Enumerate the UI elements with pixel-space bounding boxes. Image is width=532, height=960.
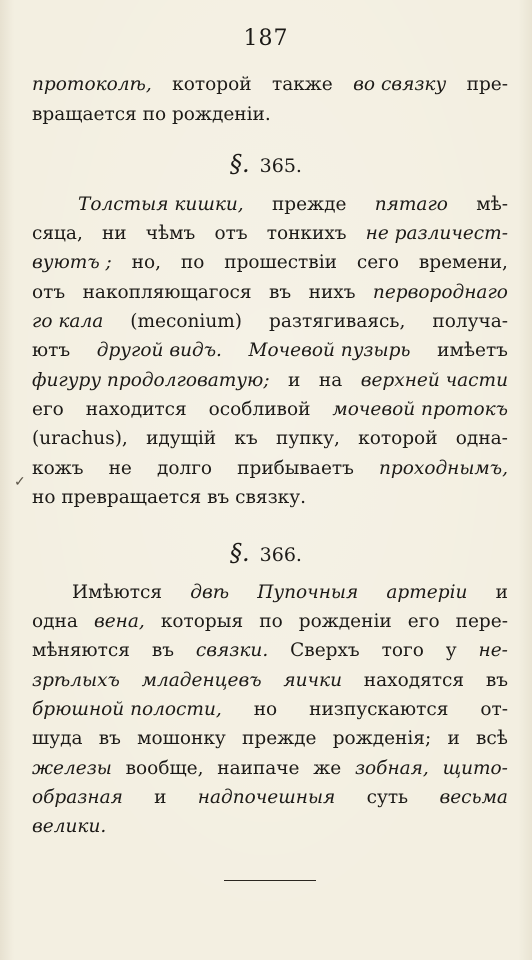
text-line bbox=[32, 613, 508, 632]
text-word: шуда bbox=[32, 728, 83, 749]
text-word: первороднаго bbox=[372, 282, 508, 303]
section-sign: §. bbox=[230, 539, 250, 567]
text-word: накопляющагося bbox=[82, 282, 252, 303]
text-line: но превращается въ связку. bbox=[32, 487, 307, 508]
text-word: и bbox=[447, 728, 460, 749]
text-word: низпускаются bbox=[309, 699, 449, 720]
text-line bbox=[32, 672, 508, 691]
text-word: пере- bbox=[455, 611, 508, 632]
text-word: по bbox=[180, 252, 205, 273]
text-line bbox=[32, 789, 508, 808]
text-word: прежде bbox=[271, 194, 347, 215]
text-word: щито- bbox=[442, 758, 508, 779]
text-word: суть bbox=[366, 787, 409, 808]
text-word: его bbox=[407, 611, 440, 632]
text-word: разтягиваясь, bbox=[269, 311, 406, 332]
text-word: верхней части bbox=[360, 370, 508, 391]
section-heading bbox=[0, 150, 532, 178]
text-word: мѣ- bbox=[476, 194, 508, 215]
text-word: которой bbox=[358, 428, 438, 449]
text-word: Сверхъ bbox=[290, 640, 360, 661]
text-word: двѣ bbox=[190, 582, 230, 603]
text-word: сего bbox=[356, 252, 399, 273]
text-word: его bbox=[32, 399, 64, 420]
text-word: всѣ bbox=[476, 728, 508, 749]
text-word: фигуру продолговатую; bbox=[32, 370, 270, 391]
text-word: не различест- bbox=[365, 223, 508, 244]
text-word: сяца, bbox=[32, 223, 83, 244]
text-word: (meconium) bbox=[130, 311, 242, 332]
text-word: также bbox=[271, 74, 333, 95]
text-word: Пупочныя bbox=[257, 582, 359, 603]
text-word: железы bbox=[32, 758, 112, 779]
text-word: находятся bbox=[363, 670, 465, 691]
section-number: 365. bbox=[259, 155, 302, 177]
text-word: мочевой протокъ bbox=[332, 399, 508, 420]
text-word: зобная, bbox=[354, 758, 429, 779]
text-word: кожъ bbox=[32, 458, 84, 479]
text-word: отъ bbox=[214, 223, 248, 244]
text-word: весьма bbox=[439, 787, 508, 808]
text-word: мошонку bbox=[137, 728, 226, 749]
text-line bbox=[32, 372, 508, 391]
text-word: вообще, bbox=[125, 758, 204, 779]
text-word: и bbox=[495, 582, 508, 603]
end-rule bbox=[224, 880, 316, 881]
text-line bbox=[32, 760, 508, 779]
text-word: но bbox=[253, 699, 278, 720]
text-line bbox=[32, 225, 508, 244]
text-word: имѣетъ bbox=[437, 340, 508, 361]
page-number: 187 bbox=[243, 26, 289, 51]
text-word: Мочевой пузырь bbox=[248, 340, 411, 361]
text-word: которой bbox=[172, 74, 252, 95]
text-word: находится bbox=[85, 399, 187, 420]
text-word: особливой bbox=[208, 399, 311, 420]
text-word: не bbox=[108, 458, 132, 479]
text-line bbox=[32, 701, 508, 720]
text-word: протоколѣ, bbox=[32, 74, 152, 95]
text-word: надпочешныя bbox=[197, 787, 336, 808]
text-word: рожденія; bbox=[332, 728, 432, 749]
text-word: прежде bbox=[242, 728, 317, 749]
text-word: къ bbox=[234, 428, 258, 449]
section-heading bbox=[0, 539, 532, 567]
text-word: получа- bbox=[432, 311, 508, 332]
text-word: по bbox=[259, 611, 283, 632]
text-word: и bbox=[154, 787, 167, 808]
text-word: идущій bbox=[146, 428, 217, 449]
text-word: того bbox=[381, 640, 424, 661]
text-word: пятаго bbox=[374, 194, 448, 215]
text-word: въ bbox=[269, 282, 292, 303]
text-word: проходнымъ, bbox=[378, 458, 508, 479]
text-word: отъ bbox=[32, 282, 66, 303]
text-word: вена, bbox=[93, 611, 145, 632]
section-number: 366. bbox=[259, 544, 302, 566]
text-word: но, bbox=[131, 252, 162, 273]
text-word: вуютъ ; bbox=[32, 252, 112, 273]
text-line bbox=[32, 460, 508, 479]
text-word: связки. bbox=[195, 640, 269, 661]
text-word: въ bbox=[98, 728, 121, 749]
text-line bbox=[32, 342, 508, 361]
text-word: долго bbox=[156, 458, 213, 479]
text-word: времени, bbox=[418, 252, 508, 273]
text-line bbox=[32, 401, 508, 420]
text-word: Имѣются bbox=[72, 582, 163, 603]
text-word: брюшной полости, bbox=[32, 699, 222, 720]
text-word: рожденіи bbox=[298, 611, 392, 632]
text-word: зрѣлыхъ bbox=[32, 670, 120, 691]
text-word: одна bbox=[32, 611, 78, 632]
text-word: ютъ bbox=[32, 340, 71, 361]
text-word: у bbox=[445, 640, 457, 661]
text-word: (urachus), bbox=[32, 428, 128, 449]
text-word: другой видъ. bbox=[96, 340, 222, 361]
text-line bbox=[32, 730, 508, 749]
text-word: не- bbox=[478, 640, 508, 661]
text-word: Толстыя кишки, bbox=[78, 194, 244, 215]
text-word: наипаче bbox=[217, 758, 300, 779]
text-word: во связку bbox=[353, 74, 447, 95]
text-word: младенцевъ bbox=[141, 670, 262, 691]
text-word: мѣняются bbox=[32, 640, 130, 661]
text-word: яички bbox=[283, 670, 343, 691]
text-word: прибываетъ bbox=[237, 458, 354, 479]
text-word: и bbox=[288, 370, 301, 391]
text-word: въ bbox=[485, 670, 508, 691]
text-line bbox=[32, 254, 508, 273]
text-word: го кала bbox=[32, 311, 104, 332]
text-word: образная bbox=[32, 787, 123, 808]
text-word: на bbox=[318, 370, 343, 391]
text-word: ни bbox=[101, 223, 127, 244]
text-line: велики. bbox=[32, 816, 107, 837]
text-line bbox=[78, 196, 508, 215]
margin-mark: ✓ bbox=[14, 474, 26, 490]
text-line bbox=[32, 313, 508, 332]
text-word: нихъ bbox=[308, 282, 356, 303]
text-word: прошествіи bbox=[224, 252, 337, 273]
section-sign: §. bbox=[230, 150, 250, 178]
text-word: которыя bbox=[160, 611, 244, 632]
text-line bbox=[32, 284, 508, 303]
text-line bbox=[32, 76, 508, 95]
text-line bbox=[72, 584, 508, 603]
text-word: пре- bbox=[466, 74, 508, 95]
text-word: одна- bbox=[455, 428, 508, 449]
text-word: артеріи bbox=[386, 582, 468, 603]
text-word: въ bbox=[151, 640, 175, 661]
text-word: тонкихъ bbox=[266, 223, 347, 244]
text-word: пупку, bbox=[276, 428, 340, 449]
text-word: от- bbox=[480, 699, 508, 720]
text-word: же bbox=[313, 758, 342, 779]
text-line bbox=[32, 430, 508, 449]
text-line bbox=[32, 642, 508, 661]
text-word: чѣмъ bbox=[145, 223, 196, 244]
text-line: вращается по рожденіи. bbox=[32, 104, 271, 125]
